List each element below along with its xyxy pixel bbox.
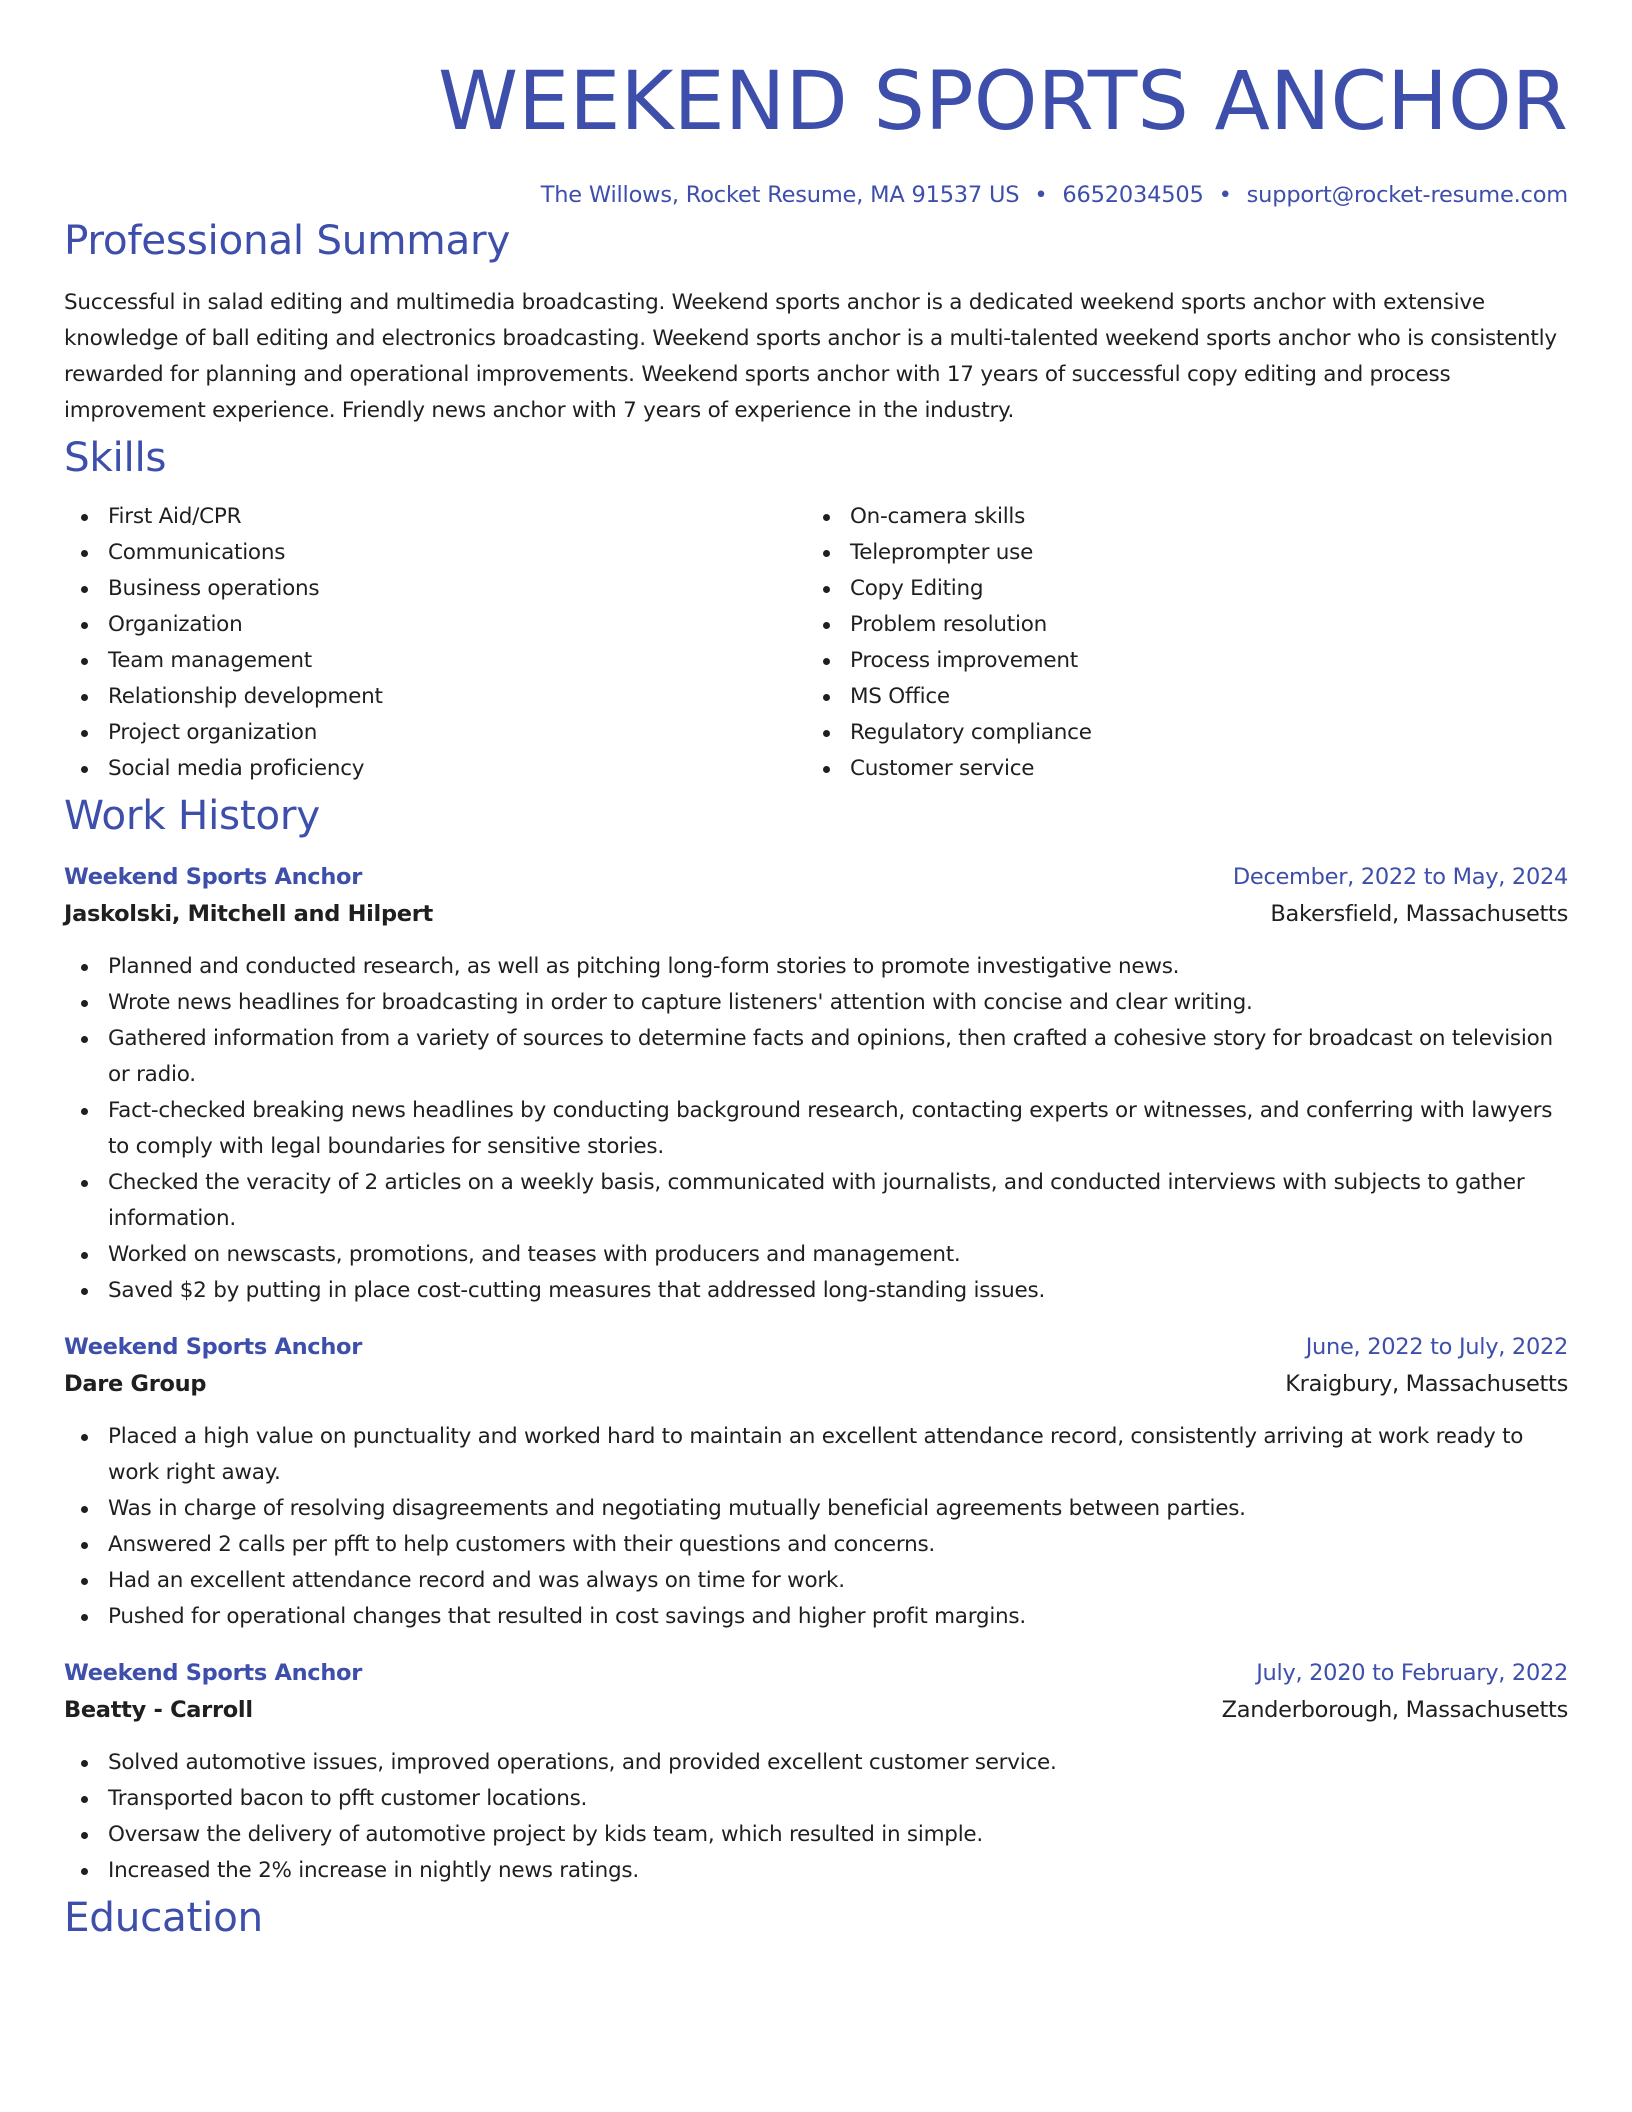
job-bullets bbox=[64, 1419, 1568, 1635]
job-location: Zanderborough, Massachusetts bbox=[1221, 1697, 1568, 1723]
job-bullet: Planned and conducted research, as well as pitching long-form stories to promote investigative news. bbox=[64, 949, 1568, 985]
job-entry bbox=[64, 859, 1568, 1309]
contact-separator: • bbox=[1034, 182, 1048, 208]
job-bullet: Solved automotive issues, improved operations, and provided excellent customer service. bbox=[64, 1745, 1568, 1781]
job-entry bbox=[64, 1329, 1568, 1635]
job-bullet: Answered 2 calls per pfft to help customers with their questions and concerns. bbox=[64, 1527, 1568, 1563]
job-subheader bbox=[64, 895, 1568, 933]
education-heading: Education bbox=[64, 1893, 263, 1941]
job-subheader bbox=[64, 1691, 1568, 1729]
job-bullet: Was in charge of resolving disagreements and negotiating mutually beneficial agreements between parties. bbox=[64, 1491, 1568, 1527]
job-location: Kraigbury, Massachusetts bbox=[1285, 1371, 1568, 1397]
job-bullet: Worked on newscasts, promotions, and teases with producers and management. bbox=[64, 1237, 1568, 1273]
skill-item: Organization bbox=[64, 607, 806, 643]
skill-item: Process improvement bbox=[806, 643, 1548, 679]
job-bullet: Pushed for operational changes that resulted in cost savings and higher profit margins. bbox=[64, 1599, 1568, 1635]
job-bullet: Had an excellent attendance record and was always on time for work. bbox=[64, 1563, 1568, 1599]
summary-heading: Professional Summary bbox=[64, 216, 510, 264]
job-location: Bakersfield, Massachusetts bbox=[1270, 901, 1568, 927]
summary-text: Successful in salad editing and multimedia broadcasting. Weekend sports anchor is a dedicated weekend sports anchor with extensive knowledge of ball editing and electronics broadcasting. Weekend sports anchor is a multi-talented weekend sports anchor who is consistently rewarded for planning and operational improvements. Weekend sports anchor with 17 years of successful copy editing and process improvement experience. Friendly news anchor with 7 years of experience in the industry. bbox=[64, 290, 1557, 423]
job-dates: December, 2022 to May, 2024 bbox=[1232, 864, 1568, 890]
job-bullet: Placed a high value on punctuality and worked hard to maintain an excellent attendance record, consistently arriving at work ready to work right away. bbox=[64, 1419, 1568, 1491]
job-role: Weekend Sports Anchor bbox=[64, 864, 362, 890]
skill-item: Relationship development bbox=[64, 679, 806, 715]
skills-list bbox=[64, 499, 1568, 787]
contact-email: support@rocket-resume.com bbox=[1246, 182, 1568, 208]
job-bullets bbox=[64, 1745, 1568, 1889]
job-bullet: Saved $2 by putting in place cost-cutting measures that addressed long-standing issues. bbox=[64, 1273, 1568, 1309]
job-bullet: Transported bacon to pfft customer locations. bbox=[64, 1781, 1568, 1817]
resume-page bbox=[64, 0, 1568, 1945]
skills-column-right bbox=[806, 499, 1548, 787]
job-dates: July, 2020 to February, 2022 bbox=[1256, 1660, 1568, 1686]
skill-item: Copy Editing bbox=[806, 571, 1548, 607]
skills-column-left bbox=[64, 499, 806, 787]
job-bullet: Oversaw the delivery of automotive project by kids team, which resulted in simple. bbox=[64, 1817, 1568, 1853]
job-role: Weekend Sports Anchor bbox=[64, 1334, 362, 1360]
job-company: Jaskolski, Mitchell and Hilpert bbox=[64, 901, 433, 927]
job-bullet: Increased the 2% increase in nightly news ratings. bbox=[64, 1853, 1568, 1889]
contact-address: The Willows, Rocket Resume, MA 91537 US bbox=[540, 182, 1020, 208]
candidate-title: WEEKEND SPORTS ANCHOR bbox=[437, 55, 1568, 149]
work-history-heading: Work History bbox=[64, 791, 320, 839]
job-header bbox=[64, 1655, 1568, 1691]
skill-item: Customer service bbox=[806, 751, 1548, 787]
skill-item: Problem resolution bbox=[806, 607, 1548, 643]
skill-item: Teleprompter use bbox=[806, 535, 1548, 571]
skill-item: Project organization bbox=[64, 715, 806, 751]
job-subheader bbox=[64, 1365, 1568, 1403]
job-bullet: Wrote news headlines for broadcasting in order to capture listeners' attention with concise and clear writing. bbox=[64, 985, 1568, 1021]
contact-phone: 6652034505 bbox=[1062, 182, 1204, 208]
skill-item: Business operations bbox=[64, 571, 806, 607]
job-header bbox=[64, 1329, 1568, 1365]
contact-separator: • bbox=[1218, 182, 1232, 208]
job-bullet: Fact-checked breaking news headlines by conducting background research, contacting experts or witnesses, and conferring with lawyers to comply with legal boundaries for sensitive stories. bbox=[64, 1093, 1568, 1165]
skill-item: Regulatory compliance bbox=[806, 715, 1548, 751]
job-bullet: Checked the veracity of 2 articles on a weekly basis, communicated with journalists, and conducted interviews with subjects to gather information. bbox=[64, 1165, 1568, 1237]
skill-item: On-camera skills bbox=[806, 499, 1548, 535]
job-bullets bbox=[64, 949, 1568, 1309]
job-header bbox=[64, 859, 1568, 895]
skill-item: Team management bbox=[64, 643, 806, 679]
skills-heading: Skills bbox=[64, 433, 167, 481]
skill-item: Social media proficiency bbox=[64, 751, 806, 787]
skill-item: Communications bbox=[64, 535, 806, 571]
resume-header bbox=[64, 56, 1568, 212]
job-role: Weekend Sports Anchor bbox=[64, 1660, 362, 1686]
job-company: Dare Group bbox=[64, 1371, 207, 1397]
contact-line bbox=[64, 178, 1568, 212]
skill-item: First Aid/CPR bbox=[64, 499, 806, 535]
job-entry bbox=[64, 1655, 1568, 1889]
job-dates: June, 2022 to July, 2022 bbox=[1305, 1334, 1568, 1360]
skill-item: MS Office bbox=[806, 679, 1548, 715]
job-company: Beatty - Carroll bbox=[64, 1697, 253, 1723]
job-bullet: Gathered information from a variety of sources to determine facts and opinions, then crafted a cohesive story for broadcast on television or radio. bbox=[64, 1021, 1568, 1093]
